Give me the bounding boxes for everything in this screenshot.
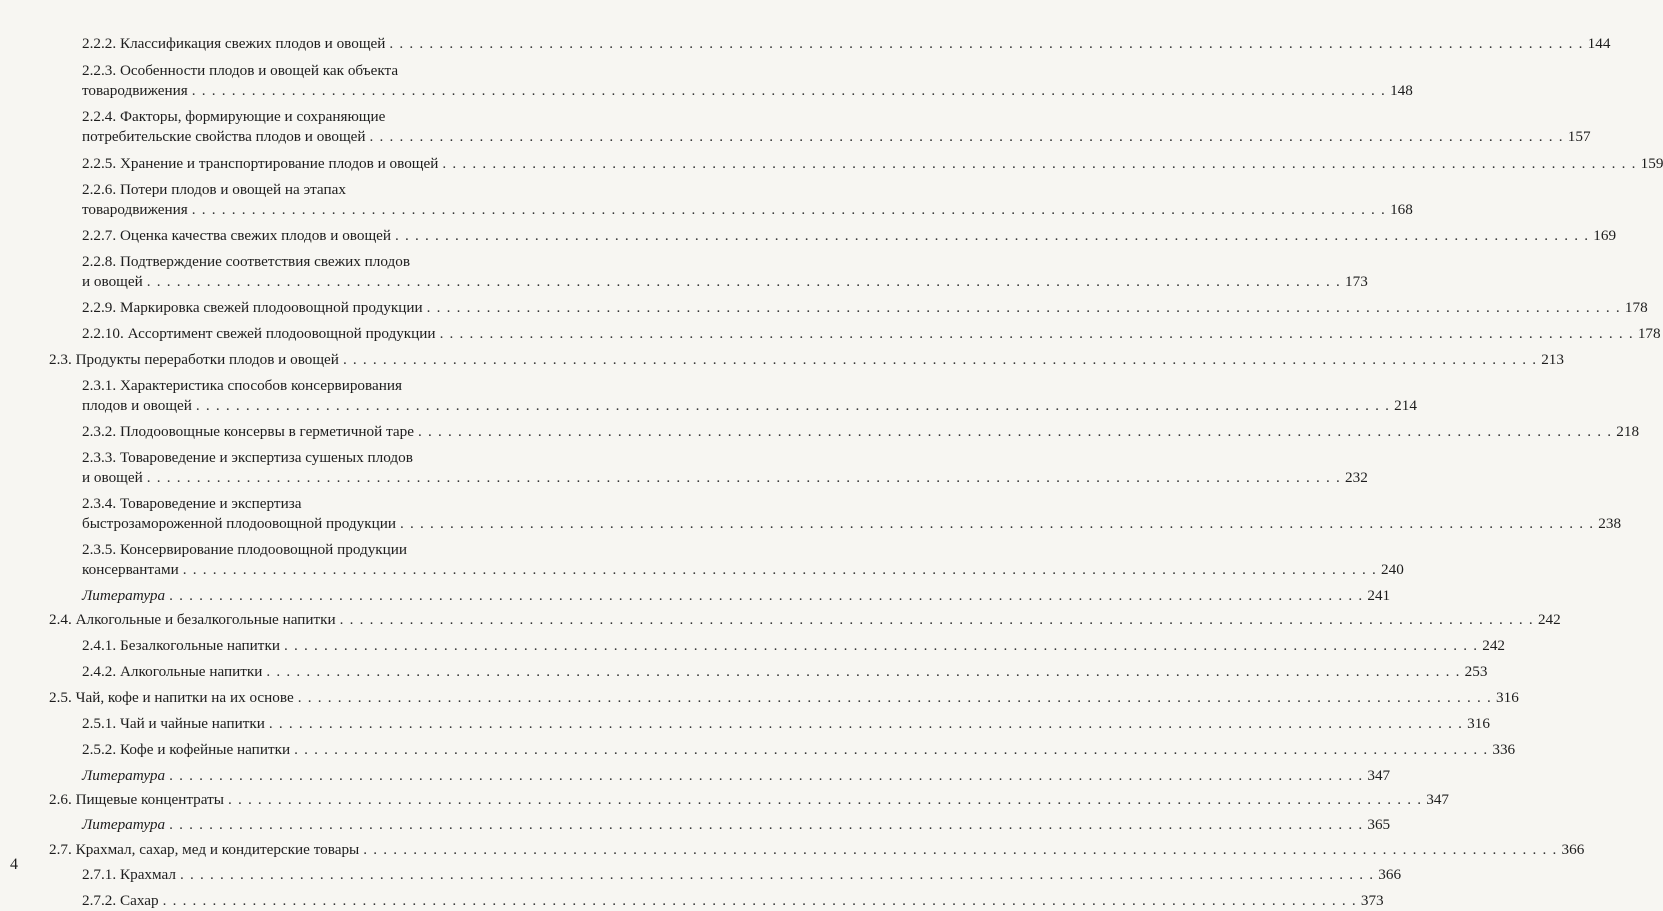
toc-entry-title: и овощей — [82, 469, 143, 486]
toc-entry[interactable] — [82, 298, 1648, 318]
toc-entry-title: 2.5. Чай, кофе и напитки на их основе — [49, 689, 294, 706]
toc-entry[interactable] — [82, 494, 1622, 534]
toc-entry-page: 240 — [1381, 561, 1404, 578]
toc-entry-leader-row — [82, 200, 1413, 220]
dot-leader: . . . . . . . . . . . . . . . . . . . . . . . . . . . . . . . . . . . . . . . . . . . . . . . . . . . . . . . . . . . . . . . . . . . . . . . . . . . . . . . . . . . . . . . . . . . . . . . . . . . . . . . . . . . . . . . . . . . . . . . . — [439, 325, 1634, 342]
dot-leader: . . . . . . . . . . . . . . . . . . . . . . . . . . . . . . . . . . . . . . . . . . . . . . . . . . . . . . . . . . . . . . . . . . . . . . . . . . . . . . . . . . . . . . . . . . . . . . . . . . . . . . . . . . . . . . . . . . . . . . . . — [146, 469, 1342, 486]
toc-entry-leader-row — [49, 350, 1564, 370]
toc-entry-page: 242 — [1482, 637, 1506, 654]
toc-entry[interactable] — [82, 891, 1384, 911]
toc-entry[interactable] — [82, 815, 1391, 835]
toc-entry-title: 2.3. Продукты переработки плодов и овощей — [49, 351, 339, 368]
toc-entry-leader-row — [82, 154, 1663, 174]
toc-entry-title: 2.4. Алкогольные и безалкогольные напитки — [49, 611, 336, 628]
toc-entry[interactable] — [82, 865, 1402, 885]
toc-entry-title: 2.3.2. Плодоовощные консервы в герметичной таре — [82, 423, 414, 440]
toc-entry-leader-row — [82, 514, 1622, 534]
toc-entry[interactable] — [49, 790, 1449, 810]
toc-entry-leader-row — [49, 840, 1585, 860]
toc-entry-leader-row — [82, 272, 1368, 292]
toc-entry-leader-row — [82, 662, 1488, 682]
dot-leader: . . . . . . . . . . . . . . . . . . . . . . . . . . . . . . . . . . . . . . . . . . . . . . . . . . . . . . . . . . . . . . . . . . . . . . . . . . . . . . . . . . . . . . . . . . . . . . . . . . . . . . . . . . . . . . . . . . . . . . . . — [342, 351, 1538, 368]
toc-entry-title-line: 2.2.6. Потери плодов и овощей на этапах — [82, 181, 346, 198]
toc-entry-leader-row — [82, 34, 1611, 54]
toc-entry-title: 2.2.9. Маркировка свежей плодоовощной продукции — [82, 299, 423, 316]
toc-entry-page: 157 — [1567, 128, 1591, 145]
toc-entry[interactable] — [82, 422, 1640, 442]
toc-entry-page: 316 — [1496, 689, 1519, 706]
toc-entry-title: товародвижения — [82, 82, 188, 99]
dot-leader: . . . . . . . . . . . . . . . . . . . . . . . . . . . . . . . . . . . . . . . . . . . . . . . . . . . . . . . . . . . . . . . . . . . . . . . . . . . . . . . . . . . . . . . . . . . . . . . . . . . . . . . . . . . . . . . . . . . . . . . . — [283, 637, 1479, 654]
dot-leader: . . . . . . . . . . . . . . . . . . . . . . . . . . . . . . . . . . . . . . . . . . . . . . . . . . . . . . . . . . . . . . . . . . . . . . . . . . . . . . . . . . . . . . . . . . . . . . . . . . . . . . . . . . . . . . . . . . . . . . . . — [182, 561, 1377, 578]
toc-entry-page: 242 — [1537, 611, 1561, 628]
toc-entry-leader-row — [82, 226, 1617, 246]
toc-entry-leader-row — [82, 468, 1368, 488]
toc-entry-page: 173 — [1345, 273, 1368, 290]
toc-entry-title: 2.5.2. Кофе и кофейные напитки — [82, 741, 291, 758]
toc-entry-title: 2.2.10. Ассортимент свежей плодоовощной продукции — [82, 325, 436, 342]
toc-entry-page: 232 — [1345, 469, 1368, 486]
dot-leader: . . . . . . . . . . . . . . . . . . . . . . . . . . . . . . . . . . . . . . . . . . . . . . . . . . . . . . . . . . . . . . . . . . . . . . . . . . . . . . . . . . . . . . . . . . . . . . . . . . . . . . . . . . . . . . . . . . . . . . . . — [339, 611, 1534, 628]
dot-leader: . . . . . . . . . . . . . . . . . . . . . . . . . . . . . . . . . . . . . . . . . . . . . . . . . . . . . . . . . . . . . . . . . . . . . . . . . . . . . . . . . . . . . . . . . . . . . . . . . . . . . . . . . . . . . . . . . . . . . . . . — [369, 128, 1564, 145]
toc-entry-title: Литература — [82, 767, 166, 784]
toc-entry-page: 169 — [1593, 227, 1617, 244]
toc-entry[interactable] — [82, 252, 1368, 292]
toc-entry-page: 336 — [1492, 741, 1516, 758]
toc-entry-page: 253 — [1464, 663, 1488, 680]
dot-leader: . . . . . . . . . . . . . . . . . . . . . . . . . . . . . . . . . . . . . . . . . . . . . . . . . . . . . . . . . . . . . . . . . . . . . . . . . . . . . . . . . . . . . . . . . . . . . . . . . . . . . . . . . . . . . . . . . . . . . . . . — [442, 155, 1637, 172]
toc-entry-leader-row — [82, 766, 1391, 786]
toc-entry-title: 2.2.7. Оценка качества свежих плодов и овощей — [82, 227, 392, 244]
toc-entry-title: быстрозамороженной плодоовощной продукции — [82, 515, 396, 532]
dot-leader: . . . . . . . . . . . . . . . . . . . . . . . . . . . . . . . . . . . . . . . . . . . . . . . . . . . . . . . . . . . . . . . . . . . . . . . . . . . . . . . . . . . . . . . . . . . . . . . . . . . . . . . . . . . . . . . . . . . . . . . . — [169, 816, 1364, 833]
toc-entry-title: потребительские свойства плодов и овощей — [82, 128, 366, 145]
dot-leader: . . . . . . . . . . . . . . . . . . . . . . . . . . . . . . . . . . . . . . . . . . . . . . . . . . . . . . . . . . . . . . . . . . . . . . . . . . . . . . . . . . . . . . . . . . . . . . . . . . . . . . . . . . . . . . . . . . . . . . . . — [395, 227, 1590, 244]
toc-entry-title: 2.6. Пищевые концентраты — [49, 791, 224, 808]
toc-entry-leader-row — [82, 714, 1490, 734]
dot-leader: . . . . . . . . . . . . . . . . . . . . . . . . . . . . . . . . . . . . . . . . . . . . . . . . . . . . . . . . . . . . . . . . . . . . . . . . . . . . . . . . . . . . . . . . . . . . . . . . . . . . . . . . . . . . . . . . . . . . . . . . — [399, 515, 1595, 532]
dot-leader: . . . . . . . . . . . . . . . . . . . . . . . . . . . . . . . . . . . . . . . . . . . . . . . . . . . . . . . . . . . . . . . . . . . . . . . . . . . . . . . . . . . . . . . . . . . . . . . . . . . . . . . . . . . . . . . . . . . . . . . . — [417, 423, 1613, 440]
toc-entry-leader-row — [49, 790, 1449, 810]
toc-entry-title-line: 2.3.5. Консервирование плодоовощной продукции — [82, 541, 408, 558]
toc-entry-leader-row — [82, 740, 1516, 760]
toc-entry[interactable] — [82, 586, 1391, 606]
toc-entry[interactable] — [49, 610, 1561, 630]
toc-entry-leader-row — [82, 586, 1391, 606]
toc-entry-leader-row — [82, 127, 1591, 147]
dot-leader: . . . . . . . . . . . . . . . . . . . . . . . . . . . . . . . . . . . . . . . . . . . . . . . . . . . . . . . . . . . . . . . . . . . . . . . . . . . . . . . . . . . . . . . . . . . . . . . . . . . . . . . . . . . . . . . . . . . . . . . . — [191, 201, 1387, 218]
toc-entry-title: 2.2.2. Классификация свежих плодов и овощей — [82, 35, 386, 52]
toc-entry-page: 178 — [1637, 325, 1661, 342]
table-of-contents — [0, 34, 1663, 911]
dot-leader: . . . . . . . . . . . . . . . . . . . . . . . . . . . . . . . . . . . . . . . . . . . . . . . . . . . . . . . . . . . . . . . . . . . . . . . . . . . . . . . . . . . . . . . . . . . . . . . . . . . . . . . . . . . . . . . . . . . . . . . . — [297, 689, 1492, 706]
toc-entry-page: 366 — [1561, 841, 1585, 858]
toc-entry-page: 238 — [1598, 515, 1622, 532]
toc-entry[interactable] — [82, 154, 1663, 174]
toc-entry-leader-row — [82, 891, 1384, 911]
dot-leader: . . . . . . . . . . . . . . . . . . . . . . . . . . . . . . . . . . . . . . . . . . . . . . . . . . . . . . . . . . . . . . . . . . . . . . . . . . . . . . . . . . . . . . . . . . . . . . . . . . . . . . . . . . . . . . . . . . . . . . . . — [169, 767, 1364, 784]
dot-leader: . . . . . . . . . . . . . . . . . . . . . . . . . . . . . . . . . . . . . . . . . . . . . . . . . . . . . . . . . . . . . . . . . . . . . . . . . . . . . . . . . . . . . . . . . . . . . . . . . . . . . . . . . . . . . . . . . . . . . . . . — [146, 273, 1342, 290]
toc-entry[interactable] — [82, 107, 1591, 147]
toc-entry-title: товародвижения — [82, 201, 188, 218]
dot-leader: . . . . . . . . . . . . . . . . . . . . . . . . . . . . . . . . . . . . . . . . . . . . . . . . . . . . . . . . . . . . . . . . . . . . . . . . . . . . . . . . . . . . . . . . . . . . . . . . . . . . . . . . . . . . . . . . . . . . . . . . — [195, 397, 1391, 414]
toc-entry[interactable] — [82, 448, 1368, 488]
toc-entry-title: плодов и овощей — [82, 397, 192, 414]
toc-entry-page: 144 — [1587, 35, 1611, 52]
dot-leader: . . . . . . . . . . . . . . . . . . . . . . . . . . . . . . . . . . . . . . . . . . . . . . . . . . . . . . . . . . . . . . . . . . . . . . . . . . . . . . . . . . . . . . . . . . . . . . . . . . . . . . . . . . . . . . . . . . . . . . . . — [169, 587, 1364, 604]
toc-entry[interactable] — [49, 688, 1519, 708]
toc-entry-title-line: 2.2.8. Подтверждение соответствия свежих плодов — [82, 253, 411, 270]
toc-entry[interactable] — [82, 376, 1417, 416]
toc-entry-title: 2.4.2. Алкогольные напитки — [82, 663, 263, 680]
toc-entry-title-line: 2.3.3. Товароведение и экспертиза сушеных плодов — [82, 449, 413, 466]
toc-entry[interactable] — [82, 766, 1391, 786]
toc-entry-leader-row — [49, 688, 1519, 708]
toc-entry-page: 214 — [1394, 397, 1417, 414]
toc-entry-page: 241 — [1367, 587, 1391, 604]
page-number: 4 — [10, 856, 18, 873]
toc-entry-page: 178 — [1624, 299, 1648, 316]
toc-entry[interactable] — [82, 226, 1617, 246]
toc-entry-leader-row — [82, 560, 1404, 580]
dot-leader: . . . . . . . . . . . . . . . . . . . . . . . . . . . . . . . . . . . . . . . . . . . . . . . . . . . . . . . . . . . . . . . . . . . . . . . . . . . . . . . . . . . . . . . . . . . . . . . . . . . . . . . . . . . . . . . . . . . . . . . . — [191, 82, 1387, 99]
toc-entry-page: 159 — [1640, 155, 1663, 172]
toc-entry-page: 148 — [1390, 82, 1413, 99]
toc-entry-title: 2.7.2. Сахар — [82, 892, 159, 909]
dot-leader: . . . . . . . . . . . . . . . . . . . . . . . . . . . . . . . . . . . . . . . . . . . . . . . . . . . . . . . . . . . . . . . . . . . . . . . . . . . . . . . . . . . . . . . . . . . . . . . . . . . . . . . . . . . . . . . . . . . . . . . . — [294, 741, 1489, 758]
toc-entry-page: 347 — [1426, 791, 1449, 808]
toc-entry-title: 2.5.1. Чай и чайные напитки — [82, 715, 265, 732]
toc-entry-page: 365 — [1367, 816, 1391, 833]
toc-entry-leader-row — [82, 396, 1417, 416]
toc-entry-page: 213 — [1541, 351, 1564, 368]
toc-entry-page: 366 — [1378, 866, 1402, 883]
toc-entry-page: 316 — [1467, 715, 1490, 732]
toc-entry[interactable] — [82, 540, 1404, 580]
toc-entry-title: 2.7. Крахмал, сахар, мед и кондитерские товары — [49, 841, 360, 858]
toc-entry-title-line: 2.2.3. Особенности плодов и овощей как объекта — [82, 62, 399, 79]
toc-entry[interactable] — [82, 324, 1661, 344]
dot-leader: . . . . . . . . . . . . . . . . . . . . . . . . . . . . . . . . . . . . . . . . . . . . . . . . . . . . . . . . . . . . . . . . . . . . . . . . . . . . . . . . . . . . . . . . . . . . . . . . . . . . . . . . . . . . . . . . . . . . . . . . — [389, 35, 1584, 52]
toc-entry-title-line: 2.3.4. Товароведение и экспертиза — [82, 495, 302, 512]
toc-entry-page: 373 — [1360, 892, 1384, 909]
toc-entry-leader-row — [82, 865, 1402, 885]
dot-leader: . . . . . . . . . . . . . . . . . . . . . . . . . . . . . . . . . . . . . . . . . . . . . . . . . . . . . . . . . . . . . . . . . . . . . . . . . . . . . . . . . . . . . . . . . . . . . . . . . . . . . . . . . . . . . . . . . . . . . . . . — [266, 663, 1461, 680]
toc-entry-title-line: 2.2.4. Факторы, формирующие и сохраняющие — [82, 108, 386, 125]
toc-entry[interactable] — [82, 61, 1413, 101]
toc-entry-leader-row — [82, 81, 1413, 101]
toc-entry-page: 168 — [1390, 201, 1413, 218]
toc-entry[interactable] — [82, 636, 1506, 656]
dot-leader: . . . . . . . . . . . . . . . . . . . . . . . . . . . . . . . . . . . . . . . . . . . . . . . . . . . . . . . . . . . . . . . . . . . . . . . . . . . . . . . . . . . . . . . . . . . . . . . . . . . . . . . . . . . . . . . . . . . . . . . . — [363, 841, 1558, 858]
toc-entry[interactable] — [82, 662, 1488, 682]
toc-entry-title: Литература — [82, 587, 166, 604]
toc-entry-title: Литература — [82, 816, 166, 833]
toc-entry-title-line: 2.3.1. Характеристика способов консервирования — [82, 377, 402, 394]
dot-leader: . . . . . . . . . . . . . . . . . . . . . . . . . . . . . . . . . . . . . . . . . . . . . . . . . . . . . . . . . . . . . . . . . . . . . . . . . . . . . . . . . . . . . . . . . . . . . . . . . . . . . . . . . . . . . . . . . . . . . . . . — [180, 866, 1375, 883]
toc-entry[interactable] — [82, 34, 1611, 54]
toc-entry[interactable] — [82, 714, 1490, 734]
dot-leader: . . . . . . . . . . . . . . . . . . . . . . . . . . . . . . . . . . . . . . . . . . . . . . . . . . . . . . . . . . . . . . . . . . . . . . . . . . . . . . . . . . . . . . . . . . . . . . . . . . . . . . . . . . . . . . . . . . . . . . . . — [227, 791, 1423, 808]
toc-entry-leader-row — [82, 636, 1506, 656]
toc-entry-page: 347 — [1367, 767, 1391, 784]
toc-entry-leader-row — [82, 422, 1640, 442]
toc-entry-title: консервантами — [82, 561, 179, 578]
toc-entry-leader-row — [82, 298, 1648, 318]
toc-entry[interactable] — [82, 180, 1413, 220]
toc-entry-title: 2.7.1. Крахмал — [82, 866, 176, 883]
toc-entry-title: и овощей — [82, 273, 143, 290]
toc-entry[interactable] — [49, 840, 1585, 860]
toc-entry-title: 2.2.5. Хранение и транспортирование плодов и овощей — [82, 155, 439, 172]
toc-entry-title: 2.4.1. Безалкогольные напитки — [82, 637, 280, 654]
toc-entry-page: 218 — [1616, 423, 1640, 440]
toc-entry-leader-row — [82, 815, 1391, 835]
dot-leader: . . . . . . . . . . . . . . . . . . . . . . . . . . . . . . . . . . . . . . . . . . . . . . . . . . . . . . . . . . . . . . . . . . . . . . . . . . . . . . . . . . . . . . . . . . . . . . . . . . . . . . . . . . . . . . . . . . . . . . . . — [268, 715, 1464, 732]
toc-entry-leader-row — [82, 324, 1661, 344]
toc-entry[interactable] — [82, 740, 1516, 760]
toc-entry[interactable] — [49, 350, 1564, 370]
dot-leader: . . . . . . . . . . . . . . . . . . . . . . . . . . . . . . . . . . . . . . . . . . . . . . . . . . . . . . . . . . . . . . . . . . . . . . . . . . . . . . . . . . . . . . . . . . . . . . . . . . . . . . . . . . . . . . . . . . . . . . . . — [426, 299, 1621, 316]
toc-entry-leader-row — [49, 610, 1561, 630]
dot-leader: . . . . . . . . . . . . . . . . . . . . . . . . . . . . . . . . . . . . . . . . . . . . . . . . . . . . . . . . . . . . . . . . . . . . . . . . . . . . . . . . . . . . . . . . . . . . . . . . . . . . . . . . . . . . . . . . . . . . . . . . — [162, 892, 1357, 909]
